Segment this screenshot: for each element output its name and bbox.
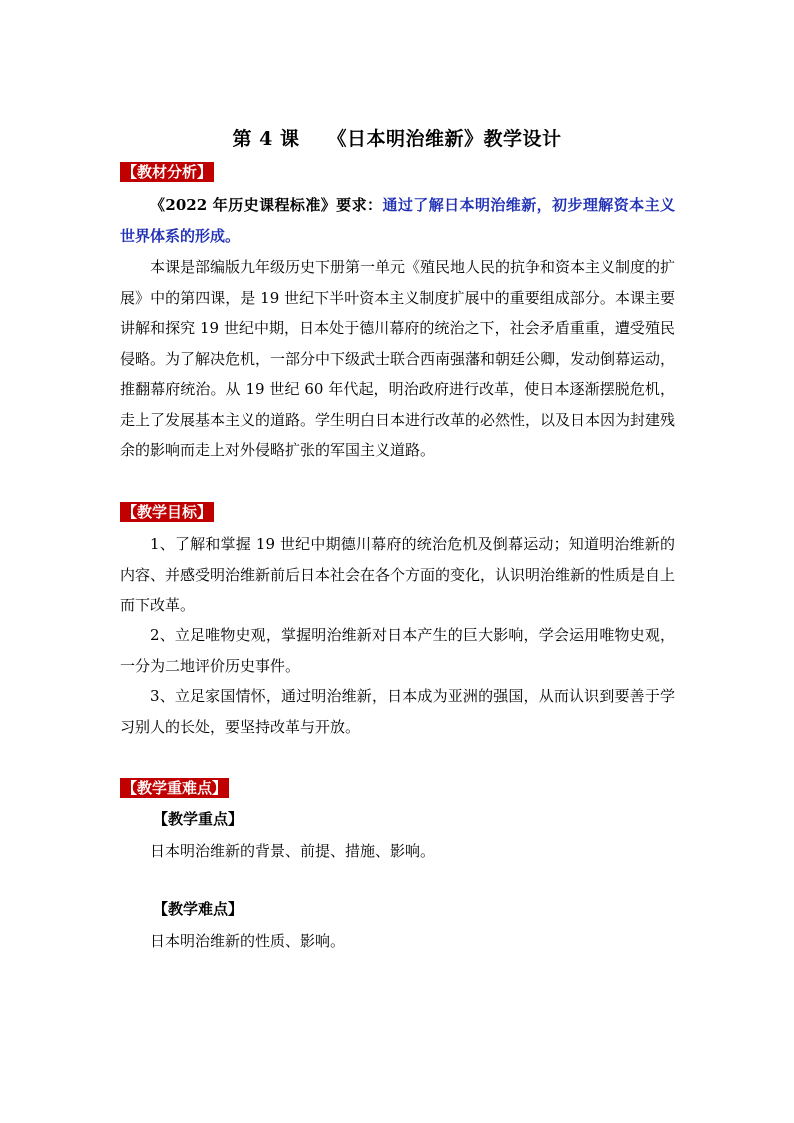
section-tag-objectives: 【教学目标】 <box>122 503 213 521</box>
difficulty-text: 日本明治维新的性质、影响。 <box>150 932 346 950</box>
objective-item-1: 1、了解和掌握 19 世纪中期德川幕府的统治危机及倒幕运动；知道明治维新的内容、并感受明治维新前后日本社会在各个方面的变化，认识明治维新的性质是自上而下改革。 <box>120 535 676 614</box>
difficulty-heading: 【教学难点】 <box>153 900 244 918</box>
standard-source: 《2022 年历史课程标准》要求： <box>150 196 383 214</box>
lesson-number: 第 4 课 <box>232 128 300 150</box>
analysis-paragraph: 本课是部编版九年级历史下册第一单元《殖民地人民的抗争和资本主义制度的扩展》中的第四课，是 19 世纪下半叶资本主义制度扩展中的重要组成部分。本课主要讲解和探究 19 世纪中期，日本处于德川幕府的统治之下，社会矛盾重重，遭受殖民侵略。为了解决危机，一部分中下级武士联合西南强藩和朝廷公卿，发动倒幕运动，推翻幕府统治。从 19 世纪 60 年代起，明治政府进行改革，使日本逐渐摆脱危机，走上了发展基本主义的道路。学生明白日本进行改革的必然性，以及日本因为封建残余的影响而走上对外侵略扩张的军国主义道路。 <box>120 258 676 459</box>
objective-item-3: 3、立足家国情怀，通过明治维新，日本成为亚洲的强国，从而认识到要善于学习别人的长处，要坚持改革与开放。 <box>120 687 675 736</box>
curriculum-standard <box>120 190 675 251</box>
focus-text: 日本明治维新的背景、前提、措施、影响。 <box>150 842 436 860</box>
standard-requirement: 通过了解日本明治维新，初步理解资本主义世界体系的形成。 <box>120 196 675 245</box>
section-tag-analysis: 【教材分析】 <box>122 163 213 181</box>
focus-heading: 【教学重点】 <box>153 810 244 828</box>
lesson-name: 《日本明治维新》教学设计 <box>327 128 562 150</box>
section-tag-key-points: 【教学重难点】 <box>122 779 228 797</box>
objective-item-2: 2、立足唯物史观，掌握明治维新对日本产生的巨大影响，学会运用唯物史观，一分为二地评价历史事件。 <box>120 626 675 675</box>
page-title <box>0 124 794 151</box>
